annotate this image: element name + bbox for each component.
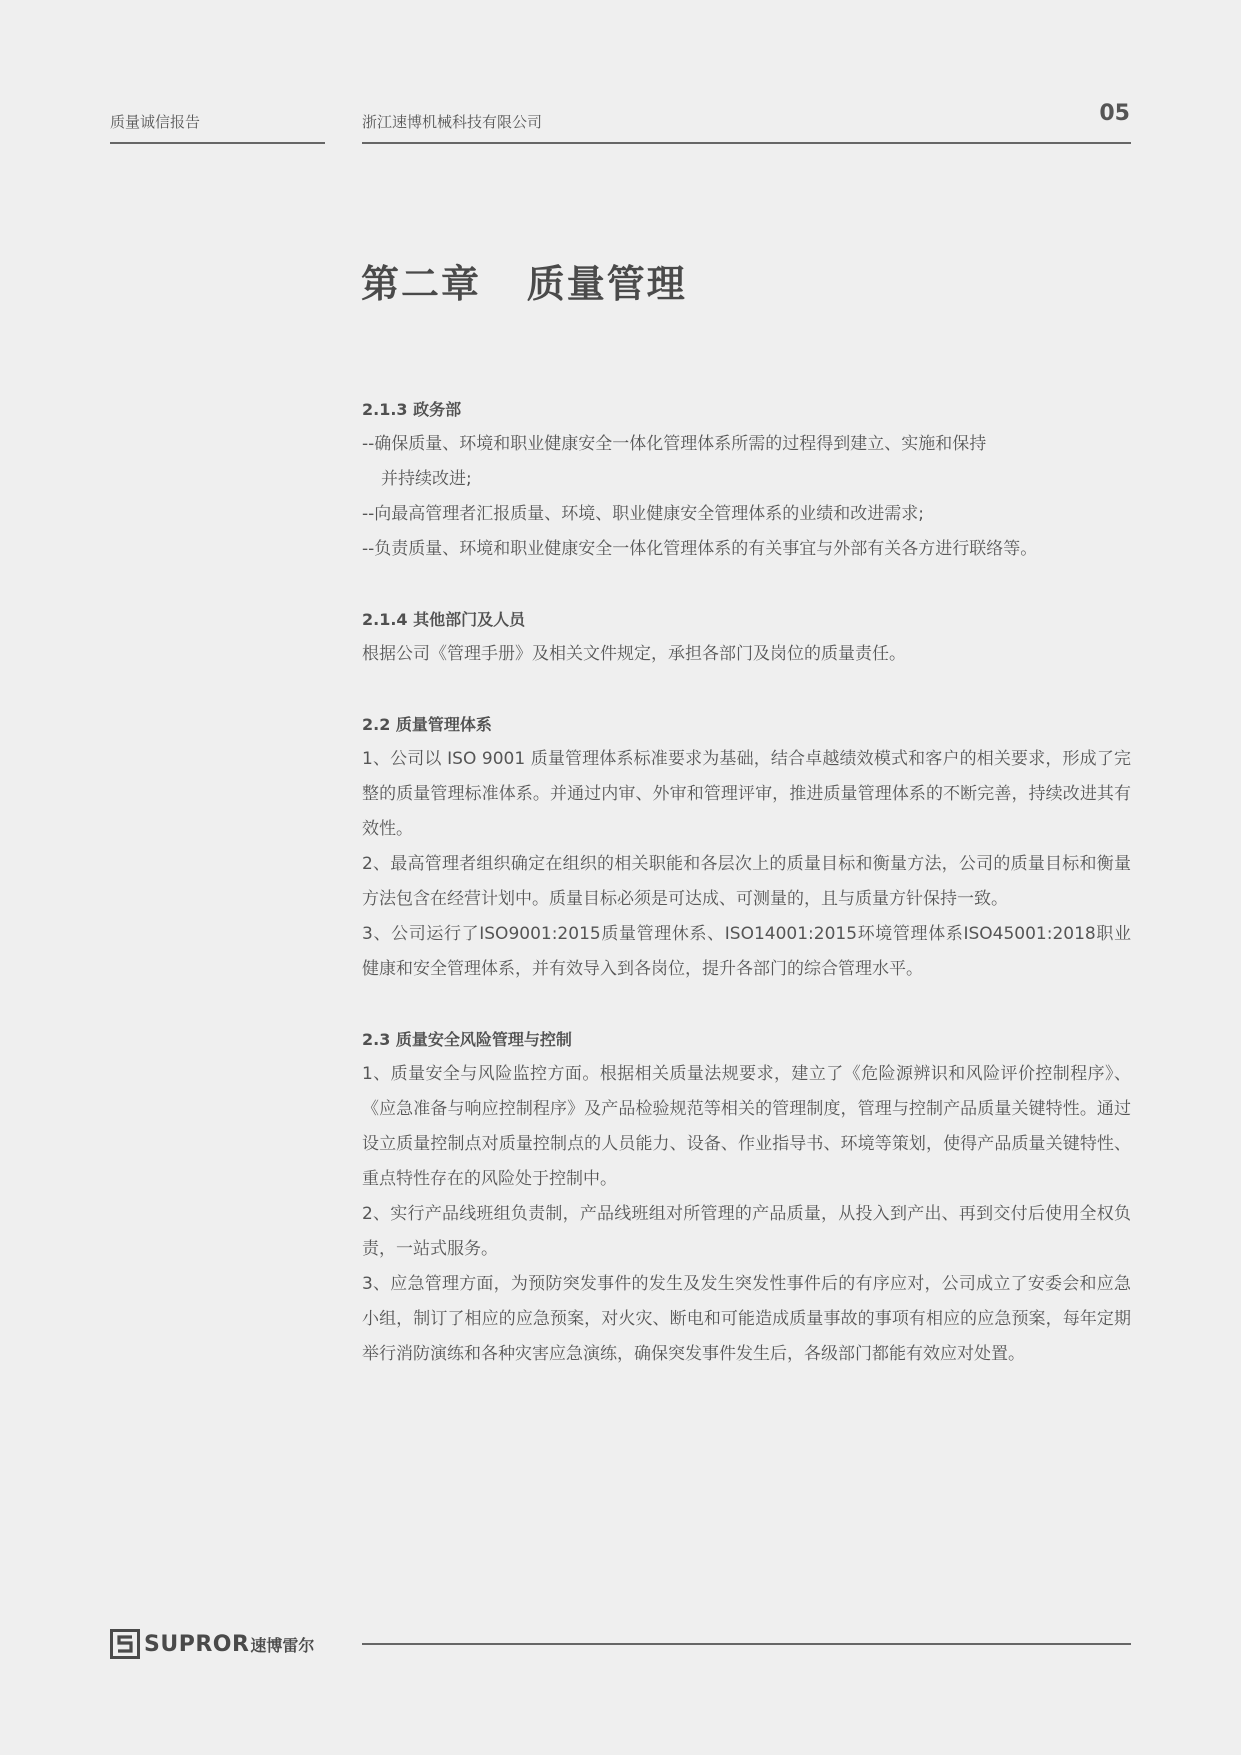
section xyxy=(362,392,1131,567)
section-title: 2.1.4 其他部门及人员 xyxy=(362,610,526,629)
section xyxy=(362,707,1131,987)
logo-text: SUPROR xyxy=(144,1631,250,1657)
paragraph: 3、公司运行了ISO9001:2015质量管理休系、ISO14001:2015环境管理体系ISO45001:2018职业健康和安全管理体系，并有效导入到各岗位，提升各部门的综合管理水平。 xyxy=(362,924,1131,979)
paragraph: 1、公司以 ISO 9001 质量管理体系标准要求为基础，结合卓越绩效模式和客户的相关要求，形成了完整的质量管理标准体系。并通过内审、外审和管理评审，推进质量管理体系的不断完善，持续改进其有效性。 xyxy=(362,749,1131,839)
section-title: 2.2 质量管理体系 xyxy=(362,715,492,734)
section xyxy=(362,602,1131,672)
supror-logo-icon xyxy=(110,1629,140,1659)
main-content xyxy=(362,392,1131,1372)
section-title: 2.3 质量安全风险管理与控制 xyxy=(362,1030,572,1049)
paragraph: --负责质量、环境和职业健康安全一体化管理体系的有关事宜与外部有关各方进行联络等。 xyxy=(362,539,1038,559)
paragraph: 根据公司《管理手册》及相关文件规定，承担各部门及岗位的质量责任。 xyxy=(362,644,906,664)
paragraph: 3、应急管理方面，为预防突发事件的发生及发生突发性事件后的有序应对，公司成立了安委会和应急小组，制订了相应的应急预案，对火灾、断电和可能造成质量事故的事项有相应的应急预案，每年定期举行消防演练和各种灾害应急演练，确保突发事件发生后，各级部门都能有效应对处置。 xyxy=(362,1274,1131,1364)
chapter-title: 第二章 质量管理 xyxy=(361,262,687,306)
section-title: 2.1.3 政务部 xyxy=(362,400,462,419)
paragraph: 1、质量安全与风险监控方面。根据相关质量法规要求，建立了《危险源辨识和风险评价控制程序》、《应急准备与响应控制程序》及产品检验规范等相关的管理制度，管理与控制产品质量关键特性。通过设立质量控制点对质量控制点的人员能力、设备、作业指导书、环境等策划，使得产品质量关键特性、重点特性存在的风险处于控制中。 xyxy=(362,1064,1131,1189)
company-name: 浙江速博机械科技有限公司 xyxy=(362,113,543,131)
footer-divider xyxy=(362,1643,1131,1645)
paragraph: 2、最高管理者组织确定在组织的相关职能和各层次上的质量目标和衡量方法，公司的质量目标和衡量方法包含在经营计划中。质量目标必须是可达成、可测量的，且与质量方针保持一致。 xyxy=(362,854,1131,909)
paragraph: --确保质量、环境和职业健康安全一体化管理体系所需的过程得到建立、实施和保持 xyxy=(362,434,987,454)
paragraph: --向最高管理者汇报质量、环境、职业健康安全管理体系的业绩和改进需求; xyxy=(362,504,924,524)
page-number: 05 xyxy=(1099,101,1130,126)
section xyxy=(362,1022,1131,1372)
logo-chinese-name: 速博雷尔 xyxy=(250,1635,315,1655)
header-left-divider xyxy=(110,142,325,144)
paragraph: 2、实行产品线班组负责制，产品线班组对所管理的产品质量，从投入到产出、再到交付后使用全权负责，一站式服务。 xyxy=(362,1204,1131,1259)
footer-logo xyxy=(110,1629,314,1659)
paragraph: 并持续改进; xyxy=(381,469,472,489)
report-name: 质量诚信报告 xyxy=(110,113,201,131)
header-right-divider xyxy=(362,142,1131,144)
